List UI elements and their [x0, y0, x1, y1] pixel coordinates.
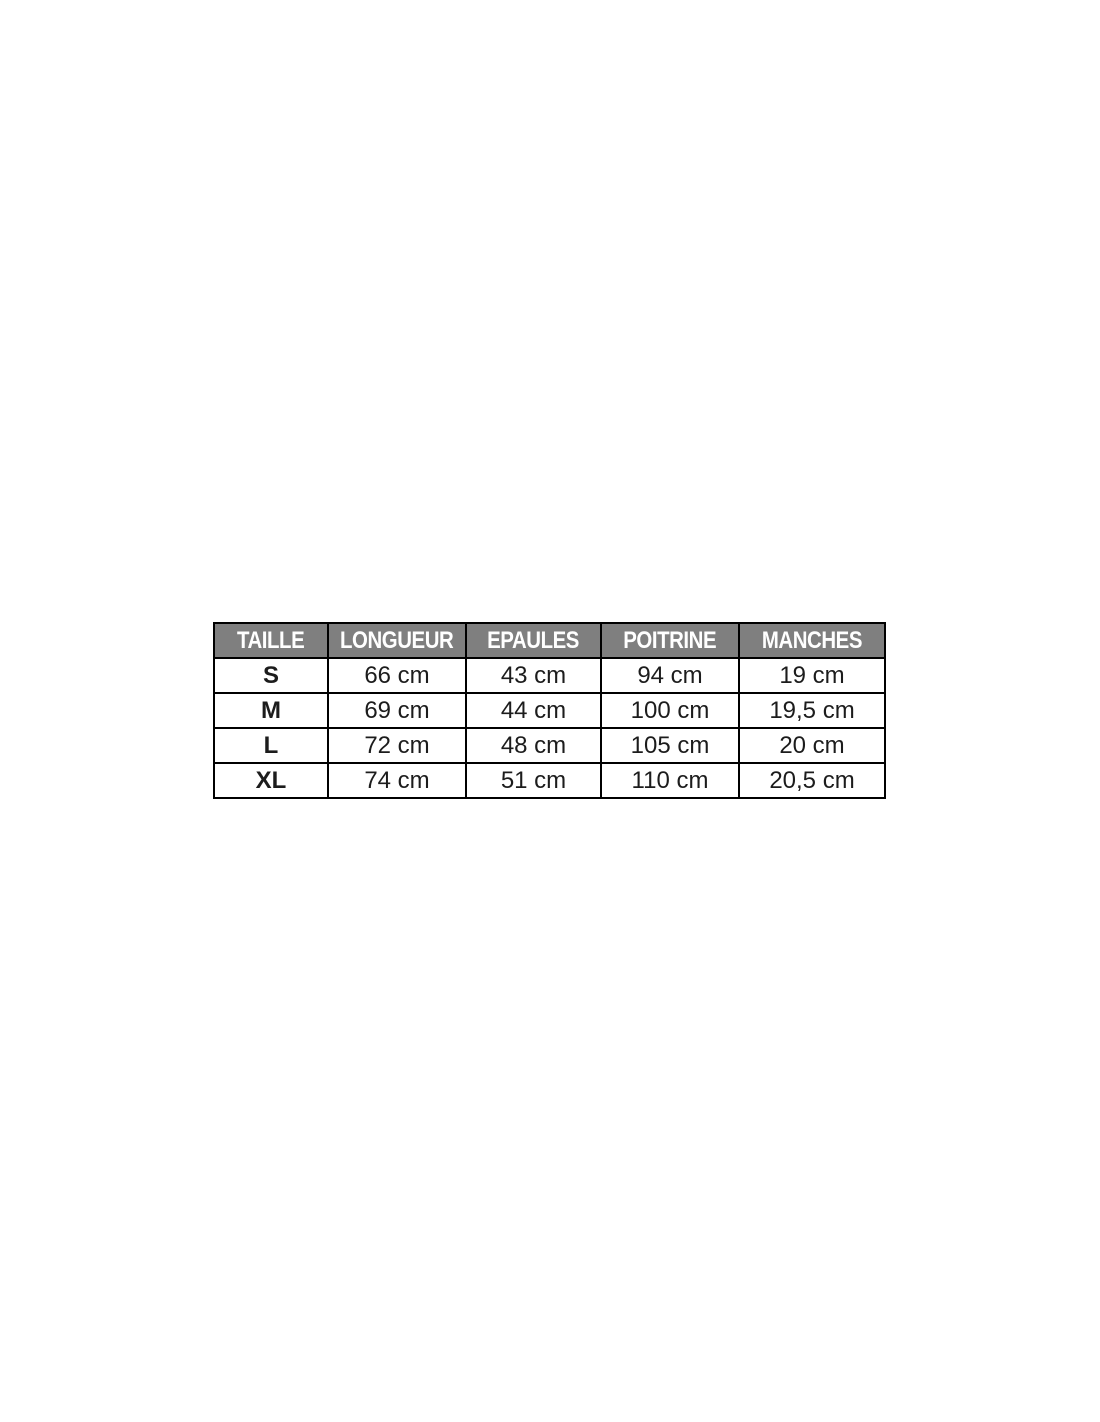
size-cell: L — [214, 728, 328, 763]
header-row — [214, 623, 885, 658]
size-table-header — [214, 623, 885, 658]
size-cell: M — [214, 693, 328, 728]
table-row-l — [214, 728, 885, 763]
table-row-m — [214, 693, 885, 728]
longueur-cell: 74 cm — [328, 763, 466, 798]
poitrine-cell: 94 cm — [601, 658, 739, 693]
size-table-body — [214, 658, 885, 798]
column-header-taille-label: TAILLE — [237, 626, 305, 654]
manches-cell: 19,5 cm — [739, 693, 885, 728]
epaules-cell: 43 cm — [466, 658, 601, 693]
table-row-s — [214, 658, 885, 693]
longueur-cell: 72 cm — [328, 728, 466, 763]
column-header-poitrine-label: POITRINE — [623, 626, 717, 654]
manches-cell: 19 cm — [739, 658, 885, 693]
poitrine-cell: 110 cm — [601, 763, 739, 798]
column-header-longueur — [328, 623, 466, 658]
epaules-cell: 48 cm — [466, 728, 601, 763]
size-cell: XL — [214, 763, 328, 798]
epaules-cell: 44 cm — [466, 693, 601, 728]
manches-cell: 20,5 cm — [739, 763, 885, 798]
column-header-manches-label: MANCHES — [761, 626, 863, 654]
column-header-taille — [214, 623, 328, 658]
size-chart-container — [213, 622, 884, 799]
poitrine-cell: 100 cm — [601, 693, 739, 728]
longueur-cell: 69 cm — [328, 693, 466, 728]
column-header-epaules — [466, 623, 601, 658]
epaules-cell: 51 cm — [466, 763, 601, 798]
column-header-longueur-label: LONGUEUR — [340, 626, 454, 654]
table-row-xl — [214, 763, 885, 798]
column-header-manches — [739, 623, 885, 658]
manches-cell: 20 cm — [739, 728, 885, 763]
longueur-cell: 66 cm — [328, 658, 466, 693]
column-header-epaules-label: EPAULES — [487, 626, 580, 654]
column-header-poitrine — [601, 623, 739, 658]
size-cell: S — [214, 658, 328, 693]
poitrine-cell: 105 cm — [601, 728, 739, 763]
size-chart-table — [213, 622, 886, 799]
